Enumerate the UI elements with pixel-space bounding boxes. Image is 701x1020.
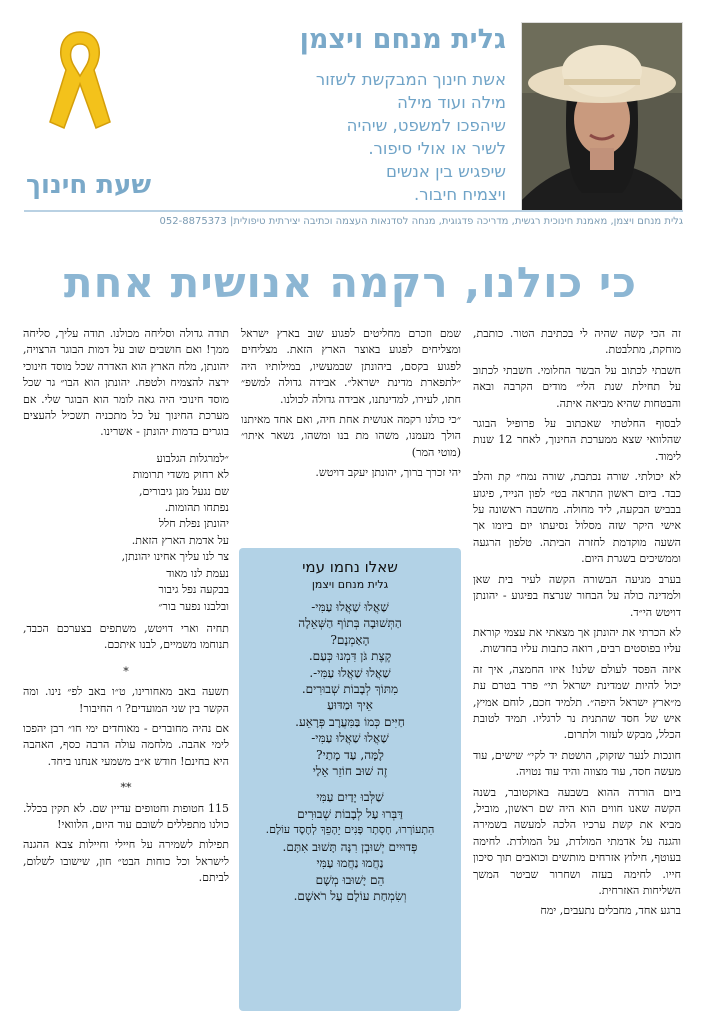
article-column-middle [241, 326, 461, 486]
author-photo [521, 22, 683, 212]
poem-line: דַּבְּרוּ עַל לְבָבוֹת שְׁבוּרִים [297, 806, 403, 821]
poem-line: מִתּוֹךְ לְבָבוֹת שְׁבוּרִים. [301, 682, 399, 697]
poem-line: זֶה שׁוּב חוֹזֵר אֵלַי [312, 764, 388, 779]
paragraph: לבסוף החלטתי שאכתוב על פרופיל הבוגר שהלוואי שצא ממערכת החינוך, לאחר 12 שנות לימוד. [473, 417, 682, 463]
poem-line: פְּדוּיִים יְשׁוּבְן רִנָּה תָּשׁוּב אִתָּם. [282, 839, 418, 854]
paragraph: אם נהיה מחוברים - מאוחדים ימי חו״ רבן יהפכו לימי אהבה. מלחמה עולה הרבה כסף, האהבה היא בחינם! חודש א״ב משמעי אנחנו ביחד. [23, 721, 229, 768]
column-name: שעת חינוך [26, 170, 152, 200]
poem-line: נַחֲמוּ נַחֲמוּ עַמִּי [316, 856, 384, 871]
poem-line: הָאַמְנָם? [330, 632, 370, 647]
poem-line: אֵיךְ וּמַדּוּעַ [327, 698, 373, 713]
paragraph: תשעה באב מאחורינו, ט״ו באב לפ״ נינו. ומה הקשר בין שני המועדים? ו׳ החיבור! [23, 685, 229, 715]
yellow-ribbon-icon [44, 24, 116, 134]
author-name: גלית מנחם ויצמן [299, 24, 506, 55]
tagline-line: ויצמיח חיבור. [414, 185, 506, 204]
poem-line: הֵם יָשׁוּבוּ מְשָׁם [315, 872, 385, 887]
paragraph: לא הכרתי את יהונתן אך מצאתי את עצמי קוראת עליו בפוסטים רבים, רואה כתבות עליו בחדשות. [473, 625, 681, 656]
poem-line: שַׁלְּבוּ יָדַיִם עַמִּי [316, 790, 384, 805]
poem-line: שַׁאֲלוּ שַׁאֲלוּ עַמִּי- [311, 600, 389, 614]
paragraph: איזה הפסד לעולם שלנו! איזו החמצה, איך זה יכול להיות שמדינת ישראל תי״ פרד בטרם עת מ״ארץ ישראל היפה״. תלמיד חכם, לוחם אמיץ, איש של חסד שהתנית נר לרגליו. תמיד לטובת הכלל, מבקש לעזור ולתרום. [473, 662, 681, 742]
article-headline: כי כולנו, רקמה אנושית אחת [63, 258, 638, 307]
poem-author: גלית מנחם ויצמן [311, 578, 389, 591]
paragraph: 115 חטופות וחטופים עדיין שם. לא תקין בכלל. כולנו מתפללים לשובם עוד היום, הלוואי! [23, 801, 229, 831]
paragraph: תחיה וארי דויטש, משתפים בצערכם הכבד, תנוחמו משמיים, לבנו איתכם. [23, 621, 229, 652]
paragraph: תודה גדולה וסליחה מכולנו. תודה עליך, סליחה ממך! ואם חושבים שוב על דמות הבוגר הרצויה, יהונתן, מלח הארץ הוא האדרה שכל מוסד חינוכי ירצה להצמיח ולטפח. יהונתן הוא הבו״ גר שכל מוסד חינוכי היה גאה לומר הוא הבוגר שלי. אם מערכת החינוך על כל מתכניה תשכיל להעצים בוגרים בדמות יהונתן - אשרינו. [23, 327, 229, 439]
poem-line: לא רחוק משדי תרומות [132, 468, 229, 482]
poem-line: שַׁאֲלוּ שַׁאֲלוּ עַמִּי- [311, 731, 389, 746]
memorial-poem [23, 451, 229, 615]
poem-line: על אדמת הארץ הזאת. [131, 533, 229, 547]
article-column-right [473, 326, 681, 924]
tagline-line: לשיר או אולי סיפור. [368, 139, 506, 158]
paragraph: שמם וזכרם מחליטים לפגוע שוב בארץ ישראל ומצליחים לפגוע באוצר הארץ הזאת. מצליחים לפגוע בקסם, ביהונתן שבמעשיו, במילותיו היה ״לתפארת מדינת ישראל״. אבידה גדולה למשפ״ חתו, לעירו, למדינתנו, אבידה גדולה לכולנו. [241, 327, 461, 406]
poem-line: נעמת לנו מאוד [166, 566, 229, 580]
tagline-line: מילה ועוד מילה [397, 93, 506, 112]
poem-stanza-1 [239, 599, 461, 779]
poem-line: הִתְעוֹרְרוּ, חָסְתָר פָּנִים יֵהָפֵךְ לְחֶסֶד עוֹלָם. [265, 823, 435, 837]
poem-line: חַיִּים כְּמוֹ בַּמִּעֲרָב פְּרָאֵע. [295, 714, 405, 729]
quote-paragraph: ״כי כולנו רקמה אנושית אחת חיה, ואם אחד מאיתנו הולך מעמנו, משהו מת בנו ומשהו, נשאר איתו״ (מוטי המר) [241, 413, 461, 459]
poem-line: לָמָּה, עַד מָתַי? [316, 747, 384, 762]
poem-line: צר לנו עליך אחינו יהונתן, [121, 550, 229, 564]
poem-line: נפתחו תהומות. [164, 501, 229, 515]
poem-line: ובלבנו נפער בור״ [158, 599, 229, 613]
author-credit-line: גלית מנחם ויצמן, מאמנת חינוכית רגשית, מדריכה פדגוגית, מנחה לסדנאות העצמה וכתיבה יצירתית טיפולית| 052-8875373 [24, 210, 683, 234]
paragraph: תפילות לשמירה על חיילי וחיילות צבא ההגנה לישראל וכל כוחות הבט״ חון, שישובו לשלום, לביתם. [23, 838, 229, 885]
poem-line: הַתְּשׁוּבָה בְּתוֹף הַשְּׁאֵלָה [298, 616, 402, 631]
article-column-left [23, 326, 229, 891]
paragraph: חונכות לנער שזקוק, הושטת יד לקי״ שישים, עוד מעשה חסד, עוד מצווה והיד עוד נטויה. [473, 748, 681, 779]
section-separator: * [123, 664, 129, 678]
poem-line: בבקעה נפל גיבור [158, 583, 229, 597]
section-separator: ** [120, 781, 132, 795]
paragraph: בערב מגיעה הבשורה הקשה לעיר בית שאן ולמדינה כולה על הבחור שנרצח בפיגוע - יהונתן דויטש הי״ד. [473, 572, 681, 619]
tagline-line: שיפגיש בין אנשים [385, 162, 506, 181]
author-tagline [206, 68, 506, 206]
paragraph: ביום הורדה ההוא בשבעה באוקטובר, בשנה הקשה שאנו חווים הוא היה שם ראשון, מוביל, מביא את קשת ערכיו הלכה למעשה בשמירה והגנה על אדמתי המולדת, על המולדת. לחימה בעוטף, חילוץ אזרחים מותשים וכואבים תוך סיכון חייו. לחימה בעזה ושחרור שביטר המשך השליחות האזרחית. [473, 785, 681, 897]
poem-line: שַׁאֲלוּ שַׁאֲלוּ עַמִּי-. [309, 665, 391, 680]
poem-line: שם נגעל מגן גיבורים, [139, 484, 229, 498]
paragraph: לא יכולתי. שורה נכתבת, שורה נמח״ קת והלב כבד. ביום ראשון התראה בט״ לפון הנייד, פיגוע בבביש הבקעה, ליד מחולה. מחשבה ראשונה על אישי היקר שזה מסלול נסיעתו יום ביומו אך השעה מוקדמת לחזרה הביתה. טלפון הרגעה וממשיכים בשגרת היום. [473, 470, 681, 566]
paragraph: ברגע אחד, מחבלים נתעבים, ימח [540, 904, 681, 918]
poem-line: קֶצֶת גֹּן דִּמְנוּ כְּעַם. [308, 649, 392, 664]
poem-title: שאלו נחמו עמי [302, 558, 398, 576]
poem-box [239, 548, 461, 1011]
tagline-line: אשת חינוך המבקשת לשזור [315, 70, 506, 89]
paragraph: יהי זכרך ברוך, יהונתן יעקב דויטש. [315, 466, 461, 480]
poem-line: וְשִׂמְחַת עוֹלָם עַל רֹאשָׁם. [293, 888, 407, 903]
poem-line: ״למרגלות הגלבוע [156, 451, 229, 465]
paragraph: חשבתי לכתוב על הבשר החלומי. חשבתי לכתוב על תחילת שנת הלי״ מודים הקרבה ובאה והבטחות שהיא מביאה איתה. [473, 363, 681, 410]
poem-stanza-2 [239, 789, 461, 904]
poem-line: יהונתן נפלת חלל [158, 517, 229, 531]
paragraph: זה הכי קשה שהיה לי בכתיבת הטור. כותבת, מוחקת, מתלבטת. [473, 327, 681, 357]
tagline-line: שיהפכו למשפט, שיהיה [346, 116, 506, 135]
